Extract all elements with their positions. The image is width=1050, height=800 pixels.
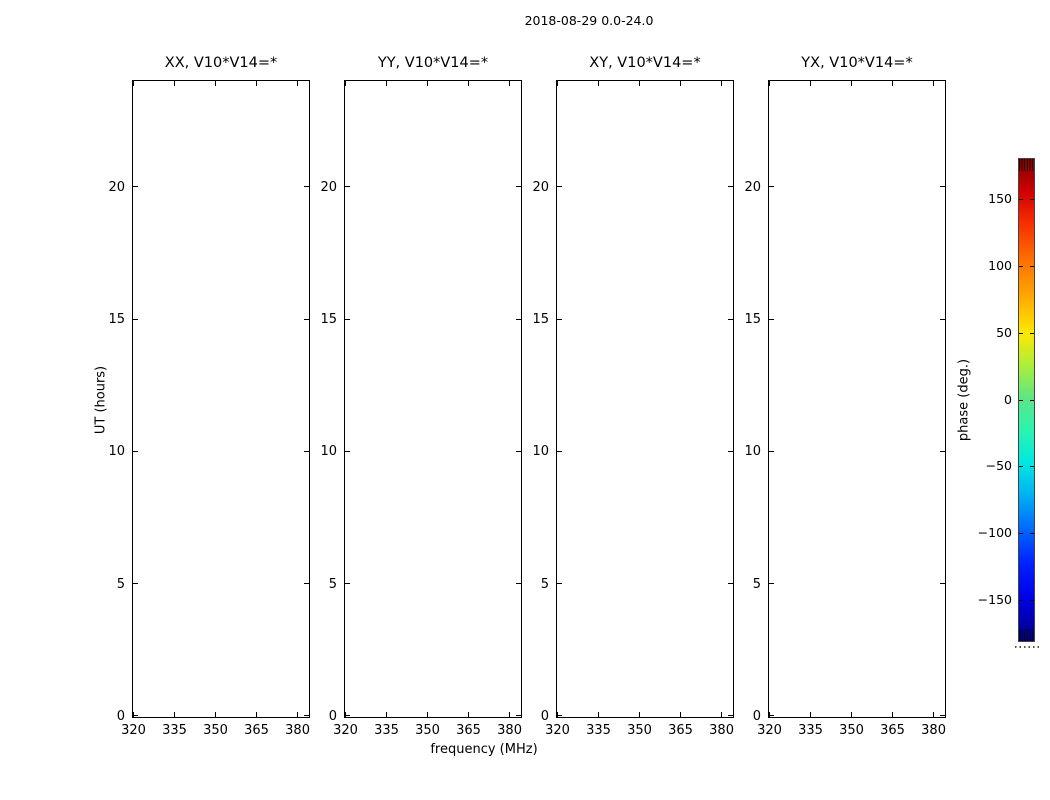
y-tick-mark	[557, 715, 562, 716]
colorbar-tick-label: −150	[977, 592, 1012, 608]
colorbar-tick-mark	[1030, 600, 1034, 601]
y-tick-mark	[133, 186, 138, 187]
colorbar-tick-label: −100	[977, 525, 1012, 541]
x-tick-mark	[215, 712, 216, 717]
x-tick-label: 380	[285, 723, 310, 738]
x-tick-mark	[680, 712, 681, 717]
y-tick-mark	[557, 319, 562, 320]
y-tick-mark	[940, 715, 945, 716]
x-tick-mark	[427, 712, 428, 717]
y-tick-label: 10	[320, 444, 337, 460]
colorbar-tick-label: 0	[1004, 391, 1012, 407]
colorbar-label: phase (deg.)	[956, 358, 972, 442]
x-tick-label: 350	[627, 723, 652, 738]
x-tick-label: 335	[374, 723, 399, 738]
y-tick-label: 15	[108, 312, 125, 328]
x-tick-mark	[851, 712, 852, 717]
x-tick-mark	[639, 712, 640, 717]
y-tick-mark	[940, 451, 945, 452]
colorbar-tick-mark	[1030, 199, 1034, 200]
colorbar-tick-mark	[1030, 400, 1034, 401]
x-tick-label: 335	[586, 723, 611, 738]
colorbar-tick-mark	[1019, 199, 1023, 200]
colorbar-tick-mark	[1019, 333, 1023, 334]
y-tick-mark	[769, 583, 774, 584]
x-tick-mark	[557, 81, 558, 86]
y-tick-label: 20	[532, 179, 549, 195]
x-axis-label: frequency (MHz)	[430, 742, 538, 757]
y-tick-mark	[345, 451, 350, 452]
x-tick-mark	[769, 81, 770, 86]
plot-area	[768, 80, 946, 718]
colorbar-tick-mark	[1030, 533, 1034, 534]
plot-area	[556, 80, 734, 718]
y-tick-mark	[557, 186, 562, 187]
x-tick-label: 365	[456, 723, 481, 738]
panel-title: XX, V10*V14=*	[164, 55, 278, 71]
y-tick-label: 0	[116, 709, 125, 724]
colorbar-tick-mark	[1030, 466, 1034, 467]
x-tick-label: 350	[415, 723, 440, 738]
y-tick-label: 10	[108, 444, 125, 460]
x-tick-label: 350	[203, 723, 228, 738]
y-tick-label: 5	[328, 576, 337, 592]
x-tick-mark	[598, 712, 599, 717]
x-tick-mark	[680, 81, 681, 86]
x-tick-label: 380	[497, 723, 522, 738]
x-tick-label: 365	[880, 723, 905, 738]
y-tick-mark	[769, 451, 774, 452]
y-tick-mark	[133, 319, 138, 320]
y-tick-mark	[133, 583, 138, 584]
x-tick-mark	[468, 712, 469, 717]
colorbar-underline-dots	[1015, 646, 1039, 648]
figure-title: 2018-08-29 0.0-24.0	[524, 13, 654, 28]
y-tick-label: 0	[752, 709, 761, 724]
x-tick-label: 365	[668, 723, 693, 738]
x-tick-mark	[509, 81, 510, 86]
colorbar-bottom-hatch	[1019, 629, 1034, 641]
y-tick-label: 15	[744, 312, 761, 328]
y-tick-label: 5	[116, 576, 125, 592]
panel-title: YX, V10*V14=*	[801, 55, 913, 71]
colorbar-tick-label: 100	[988, 257, 1012, 273]
x-tick-label: 380	[921, 723, 946, 738]
y-tick-label: 20	[320, 179, 337, 195]
y-tick-label: 0	[540, 709, 549, 724]
x-tick-mark	[851, 81, 852, 86]
y-tick-mark	[557, 451, 562, 452]
colorbar-tick-mark	[1019, 466, 1023, 467]
colorbar-tick-mark	[1019, 600, 1023, 601]
y-tick-label: 20	[744, 179, 761, 195]
x-tick-label: 380	[709, 723, 734, 738]
y-tick-label: 15	[532, 312, 549, 328]
y-tick-mark	[345, 583, 350, 584]
x-tick-mark	[933, 712, 934, 717]
y-tick-mark	[133, 715, 138, 716]
y-tick-mark	[769, 186, 774, 187]
y-tick-label: 10	[532, 444, 549, 460]
x-tick-label: 335	[162, 723, 187, 738]
y-tick-mark	[769, 715, 774, 716]
x-tick-mark	[810, 81, 811, 86]
y-tick-mark	[345, 715, 350, 716]
x-tick-label: 320	[121, 723, 146, 738]
plot-area	[344, 80, 522, 718]
colorbar	[1018, 158, 1035, 642]
colorbar-tick-mark	[1019, 533, 1023, 534]
y-tick-mark	[940, 583, 945, 584]
x-tick-label: 320	[757, 723, 782, 738]
y-tick-label: 5	[540, 576, 549, 592]
colorbar-tick-mark	[1019, 266, 1023, 267]
y-tick-label: 15	[320, 312, 337, 328]
x-tick-label: 365	[244, 723, 269, 738]
colorbar-tick-mark	[1030, 333, 1034, 334]
y-tick-mark	[345, 186, 350, 187]
x-tick-mark	[933, 81, 934, 86]
y-tick-mark	[769, 319, 774, 320]
y-tick-mark	[133, 451, 138, 452]
x-tick-mark	[345, 81, 346, 86]
x-tick-label: 320	[333, 723, 358, 738]
x-tick-mark	[892, 81, 893, 86]
colorbar-tick-mark	[1019, 400, 1023, 401]
colorbar-top-hatch	[1019, 159, 1034, 171]
y-tick-label: 0	[328, 709, 337, 724]
x-tick-mark	[133, 81, 134, 86]
x-tick-mark	[174, 712, 175, 717]
x-tick-mark	[386, 712, 387, 717]
y-tick-label: 20	[108, 179, 125, 195]
y-tick-mark	[345, 319, 350, 320]
x-tick-label: 335	[798, 723, 823, 738]
panel-title: XY, V10*V14=*	[589, 55, 701, 71]
x-tick-mark	[427, 81, 428, 86]
x-tick-mark	[721, 81, 722, 86]
x-tick-label: 350	[839, 723, 864, 738]
colorbar-tick-label: 50	[996, 324, 1012, 340]
x-tick-mark	[892, 712, 893, 717]
x-tick-mark	[639, 81, 640, 86]
x-tick-mark	[256, 712, 257, 717]
plot-area	[132, 80, 310, 718]
x-tick-mark	[215, 81, 216, 86]
colorbar-tick-mark	[1030, 266, 1034, 267]
colorbar-tick-label: 150	[988, 190, 1012, 206]
panel-title: YY, V10*V14=*	[377, 55, 489, 71]
x-tick-mark	[598, 81, 599, 86]
x-tick-mark	[174, 81, 175, 86]
y-tick-mark	[940, 186, 945, 187]
y-axis-label: UT (hours)	[93, 365, 109, 435]
x-tick-mark	[468, 81, 469, 86]
y-tick-mark	[557, 583, 562, 584]
x-tick-label: 320	[545, 723, 570, 738]
y-tick-label: 5	[752, 576, 761, 592]
x-tick-mark	[386, 81, 387, 86]
colorbar-tick-label: −50	[985, 458, 1012, 474]
x-tick-mark	[256, 81, 257, 86]
x-tick-mark	[810, 712, 811, 717]
y-tick-label: 10	[744, 444, 761, 460]
y-tick-mark	[940, 319, 945, 320]
x-tick-mark	[297, 81, 298, 86]
